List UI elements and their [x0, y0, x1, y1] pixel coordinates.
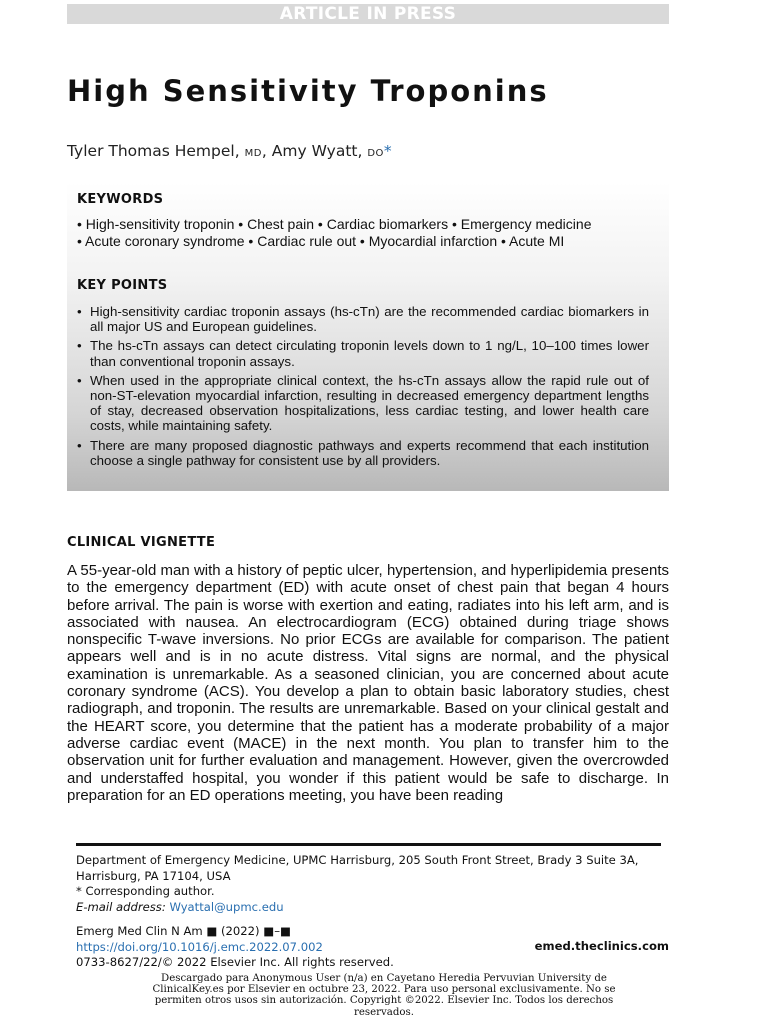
email-label: E-mail address: — [76, 899, 166, 914]
footnote-block — [76, 853, 666, 915]
key-point-item — [77, 373, 649, 434]
article-title: High Sensitivity Troponins — [67, 74, 549, 108]
author-name: Tyler Thomas Hempel, — [67, 142, 240, 160]
key-point-text: High-sensitivity cardiac troponin assays (hs-cTn) are the recommended cardiac biomarkers in all major US and European guidelines. — [90, 304, 649, 335]
clinical-vignette-heading: CLINICAL VIGNETTE — [67, 535, 216, 550]
bullet-icon: • — [77, 372, 82, 388]
key-point-item — [77, 438, 649, 468]
journal-site[interactable]: emed.theclinics.com — [534, 939, 669, 953]
bullet-icon: • — [77, 437, 82, 453]
email-link[interactable]: Wyattal@upmc.edu — [169, 899, 284, 914]
author-degree: DO — [367, 148, 384, 159]
author-name: Amy Wyatt, — [271, 142, 363, 160]
key-points-heading: KEY POINTS — [77, 278, 168, 293]
affiliation-text: Department of Emergency Medicine, UPMC Harrisburg, 205 South Front Street, Brady 3 Suite 3A, Harrisburg, PA 17104, USA — [76, 853, 639, 883]
bullet-icon: • — [77, 304, 82, 319]
author-separator: , — [261, 142, 267, 160]
key-point-text: When used in the appropriate clinical context, the hs-cTn assays allow the rapid rule out of non-ST-elevation myocardial infarction, resulting in decreased emergency department lengths of stay, decreased observation hospitalizations, less cardiac testing, and lower health care costs, while maintaining safety. — [90, 372, 649, 434]
author-degree: MD — [244, 148, 262, 159]
corresponding-author-link[interactable]: * — [383, 142, 392, 160]
key-point-text: The hs-cTn assays can detect circulating troponin levels down to 1 ng/L, 10–100 times lower than conventional troponin assays. — [90, 338, 649, 369]
keywords-line: • High-sensitivity troponin • Chest pain • Cardiac biomarkers • Emergency medicine — [77, 216, 592, 232]
email-line — [76, 900, 666, 916]
key-point-text: There are many proposed diagnostic pathways and experts recommend that each institution choose a single pathway for consistent use by all providers. — [90, 437, 649, 468]
author-line — [67, 142, 392, 160]
keywords-heading: KEYWORDS — [77, 192, 164, 207]
footnote-divider — [76, 843, 661, 846]
download-notice: Descargado para Anonymous User (n/a) en Cayetano Heredia Pervuvian University de ClinicalKey.es por Elsevier en octubre 23, 2022. Para uso personal exclusivamente. No se permiten otros usos sin autorización. Copyright ©2022. Elsevier Inc. Todos los derechos reservados. — [152, 973, 616, 1018]
journal-citation: Emerg Med Clin N Am ■ (2022) ■–■ — [76, 924, 291, 938]
keywords-line: • Acute coronary syndrome • Cardiac rule out • Myocardial infarction • Acute MI — [77, 233, 565, 249]
key-point-item — [77, 304, 649, 334]
article-in-press-banner: ARTICLE IN PRESS — [67, 4, 669, 24]
copyright-line: 0733-8627/22/© 2022 Elsevier Inc. All rights reserved. — [76, 955, 394, 969]
corresponding-author-note: * Corresponding author. — [76, 884, 215, 898]
key-point-item — [77, 338, 649, 368]
keywords-keypoints-box — [67, 182, 669, 491]
key-points-list — [77, 304, 649, 472]
clinical-vignette-text: A 55-year-old man with a history of peptic ulcer, hypertension, and hyperlipidemia presents to the emergency department (ED) with acute onset of chest pain that began 4 hours before arrival. The pain is worse with exertion and eating, radiates into his left arm, and is associated with nausea. An electrocardiogram (ECG) obtained during triage shows nonspecific T-wave inversions. No prior ECGs are available for comparison. The patient appears well and is in no acute distress. Vital signs are normal, and the physical examination is unremarkable. As a seasoned clinician, you are concerned about acute coronary syndrome (ACS). You develop a plan to obtain basic laboratory studies, chest radiograph, and troponin. The results are unremarkable. Based on your clinical gestalt and the HEART score, you determine that the patient has a moderate probability of a major adverse cardiac event (MACE) in the next month. You plan to transfer him to the observation unit for further evaluation and management. However, given the overcrowded and understaffed hospital, you wonder if this patient would be safe to discharge. In preparation for an ED operations meeting, you have been reading — [67, 562, 669, 804]
bullet-icon: • — [77, 338, 82, 354]
doi-link[interactable]: https://doi.org/10.1016/j.emc.2022.07.002 — [76, 939, 323, 954]
